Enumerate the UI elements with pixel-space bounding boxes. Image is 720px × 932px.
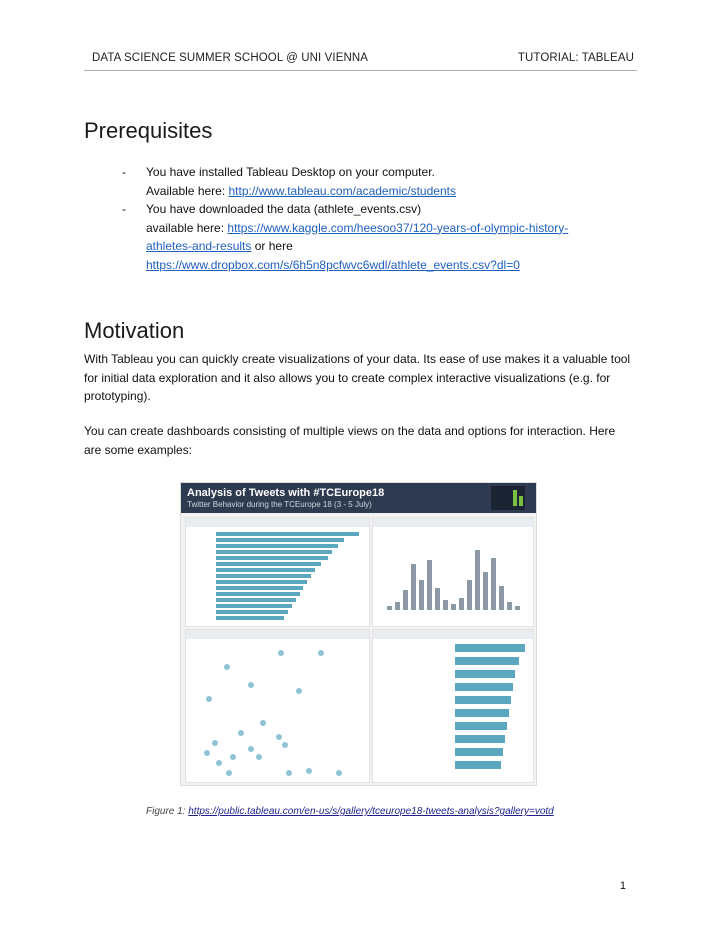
scatter-point xyxy=(306,768,312,774)
logo-bar xyxy=(513,490,517,506)
dropbox-link[interactable]: https://www.dropbox.com/s/6h5n8pcfwvc6wdl/athlete_events.csv?dl=0 xyxy=(146,257,520,272)
logo-bar xyxy=(519,496,523,506)
prereq-item-1-prefix: Available here: xyxy=(146,183,229,198)
scatter-point xyxy=(212,740,218,746)
panel-tweet-times xyxy=(372,517,534,627)
section-title-prerequisites: Prerequisites xyxy=(84,118,213,143)
header-right: TUTORIAL: TABLEAU xyxy=(517,52,634,64)
prereq-item-1-line2 xyxy=(146,182,456,201)
bullet-dash: - xyxy=(122,202,126,216)
histogram-mark xyxy=(507,602,512,610)
histogram-mark xyxy=(427,560,432,610)
tableau-academic-link[interactable]: http://www.tableau.com/academic/students xyxy=(228,183,456,198)
panel-most-tweets xyxy=(185,517,370,627)
scatter-point xyxy=(276,734,282,740)
bar-mark xyxy=(216,604,292,608)
top-tweet-bar xyxy=(455,735,505,743)
histogram-mark xyxy=(467,580,472,610)
motivation-paragraph-2: You can create dashboards consisting of multiple views on the data and options for interaction. Here are some examples: xyxy=(84,424,616,457)
bar-mark xyxy=(216,532,359,536)
histogram-mark xyxy=(419,580,424,610)
bar-mark xyxy=(216,592,300,596)
bar-mark xyxy=(216,610,288,614)
kaggle-link-part1[interactable]: https://www.kaggle.com/heesoo37/120-years-of-olympic-history- xyxy=(227,220,569,235)
bar-mark xyxy=(216,556,328,560)
bullet-dash: - xyxy=(122,165,126,179)
histogram-mark xyxy=(411,564,416,610)
histogram-mark xyxy=(387,606,392,610)
header-left: DATA SCIENCE SUMMER SCHOOL @ UNI VIENNA xyxy=(92,52,369,64)
motivation-paragraph-1: With Tableau you can quickly create visualizations of your data. Its ease of use makes it a valuable tool for initial data exploration and it also allows you to create complex interactive visualizations (e.g. for prototyping). xyxy=(84,352,631,403)
prereq-item-2-line2 xyxy=(146,219,568,238)
scatter-point xyxy=(282,742,288,748)
scatter-point xyxy=(296,688,302,694)
top-tweet-bar xyxy=(455,670,515,678)
header-divider xyxy=(84,70,637,71)
panel-title-bar xyxy=(186,518,369,527)
histogram-mark xyxy=(483,572,488,610)
top-tweet-bar xyxy=(455,683,513,691)
dashboard-title: Analysis of Tweets with #TCEurope18 xyxy=(187,487,385,499)
scatter-point xyxy=(260,720,266,726)
prereq-item-2-prefix: available here: xyxy=(146,220,228,235)
panel-title-bar xyxy=(186,630,369,639)
prereq-item-2-line3 xyxy=(146,237,568,256)
histogram-mark xyxy=(451,604,456,610)
scatter-point xyxy=(216,760,222,766)
bar-mark xyxy=(216,598,296,602)
histogram-mark xyxy=(499,586,504,610)
panel-popular-retweets xyxy=(185,629,370,783)
scatter-point xyxy=(278,650,284,656)
bar-mark xyxy=(216,616,284,620)
dashboard-figure xyxy=(180,482,537,786)
prereq-item-2 xyxy=(122,200,569,274)
bar-mark xyxy=(216,544,338,548)
prereq-item-2-mid: or here xyxy=(251,239,293,253)
page-number: 1 xyxy=(619,880,626,892)
scatter-point xyxy=(224,664,230,670)
scatter-point xyxy=(230,754,236,760)
scatter-point xyxy=(336,770,342,776)
top-tweet-bar xyxy=(455,722,507,730)
prereq-item-1-text: You have installed Tableau Desktop on your computer. xyxy=(146,165,435,179)
scatter-point xyxy=(256,754,262,760)
scatter-point xyxy=(204,750,210,756)
caption-prefix: Figure 1: xyxy=(146,806,189,817)
top-tweet-bar xyxy=(455,657,519,665)
histogram-mark xyxy=(475,550,480,610)
prereq-item-2-line4 xyxy=(146,256,568,275)
top-tweet-bar xyxy=(455,644,525,652)
histogram-mark xyxy=(491,558,496,610)
histogram-mark xyxy=(435,588,440,610)
bar-mark xyxy=(216,538,344,542)
prereq-item-1 xyxy=(122,163,456,200)
scatter-point xyxy=(226,770,232,776)
histogram-mark xyxy=(395,602,400,610)
dashboard-subtitle: Twitter Behavior during the TCEurope 18 (3 - 5 July) xyxy=(187,500,372,509)
figure-caption xyxy=(146,806,554,817)
bar-mark xyxy=(216,580,307,584)
histogram-mark xyxy=(403,590,408,610)
dashboard-header xyxy=(181,483,536,513)
scatter-point xyxy=(248,682,254,688)
top-tweet-bar xyxy=(455,748,503,756)
panel-title-bar xyxy=(373,518,533,527)
bar-mark xyxy=(216,550,332,554)
bar-mark xyxy=(216,568,315,572)
scatter-point xyxy=(286,770,292,776)
top-tweet-bar xyxy=(455,696,511,704)
conference-logo xyxy=(491,486,525,510)
prereq-item-2-text: You have downloaded the data (athlete_events.csv) xyxy=(146,202,422,216)
histogram-mark xyxy=(515,606,520,610)
top-tweet-bar xyxy=(455,709,509,717)
top-tweet-bar xyxy=(455,761,501,769)
panel-top-tweets xyxy=(372,629,534,783)
histogram-mark xyxy=(459,598,464,610)
scatter-point xyxy=(248,746,254,752)
scatter-point xyxy=(238,730,244,736)
panel-title-bar xyxy=(373,630,533,639)
histogram-mark xyxy=(443,600,448,610)
bar-mark xyxy=(216,562,321,566)
kaggle-link-part2[interactable]: athletes-and-results xyxy=(146,239,252,253)
scatter-point xyxy=(206,696,212,702)
scatter-point xyxy=(318,650,324,656)
bar-mark xyxy=(216,574,311,578)
bar-mark xyxy=(216,586,303,590)
caption-link[interactable]: https://public.tableau.com/en-us/s/gallery/tceurope18-tweets-analysis?gallery=votd xyxy=(188,806,554,817)
section-title-motivation: Motivation xyxy=(84,318,185,343)
